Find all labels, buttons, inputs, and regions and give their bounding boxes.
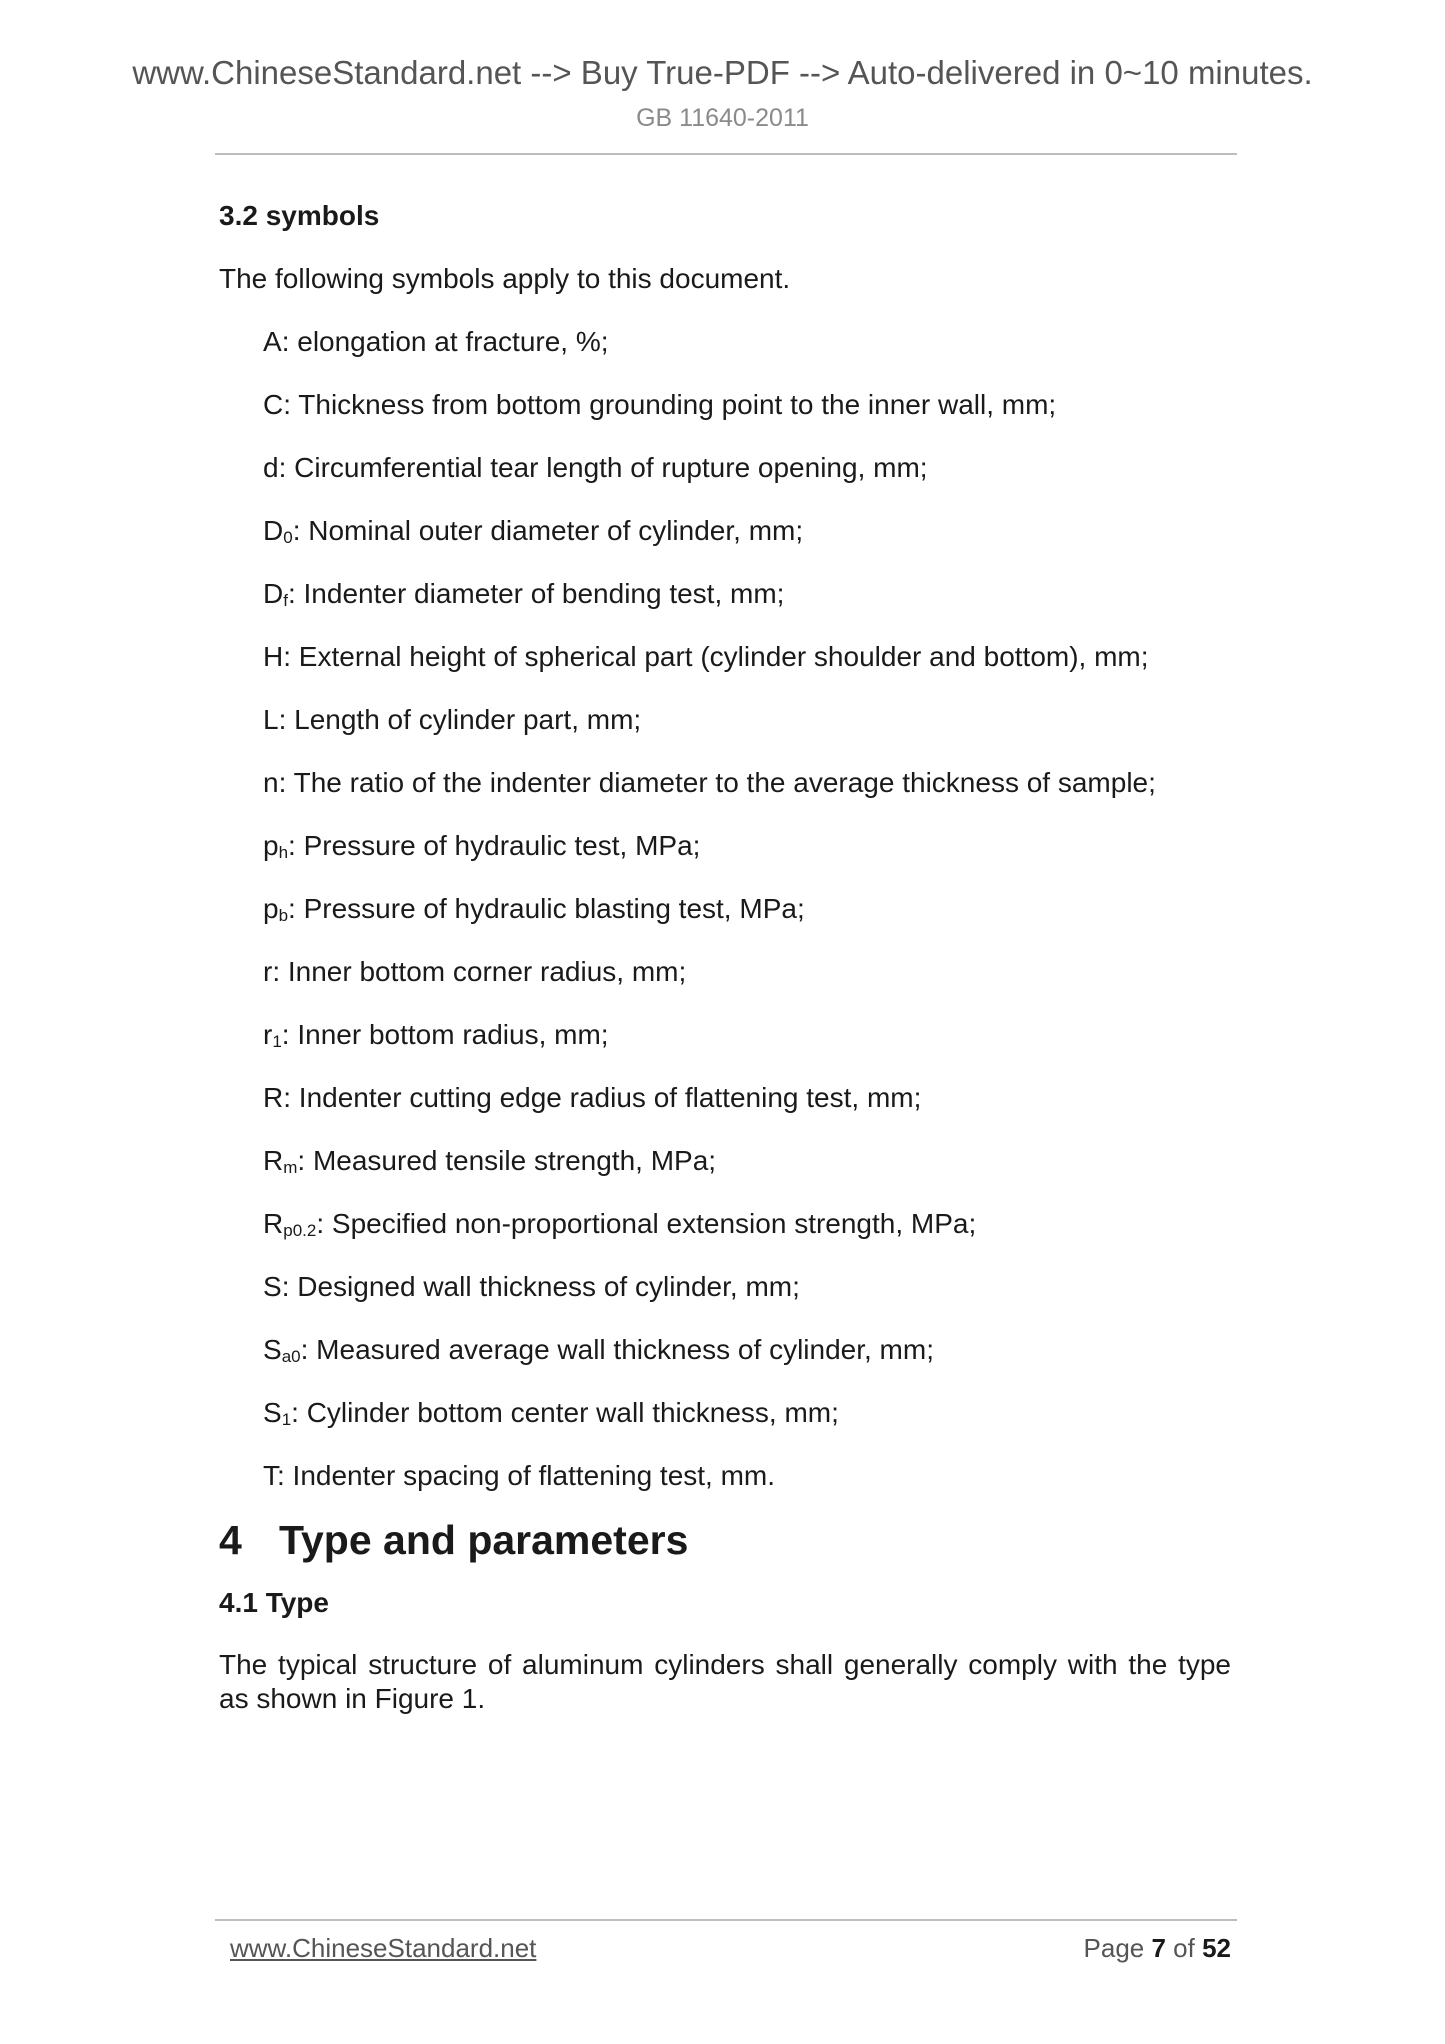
symbol-subscript: 1 bbox=[272, 1032, 282, 1051]
section-4-title: Type and parameters bbox=[279, 1517, 689, 1563]
standard-code: GB 11640-2011 bbox=[636, 104, 809, 132]
symbol-letter: R bbox=[263, 1082, 284, 1113]
symbol-item bbox=[219, 576, 1231, 639]
symbol-letter: d bbox=[263, 452, 279, 483]
symbol-description: : Length of cylinder part, mm; bbox=[278, 704, 642, 735]
symbol-letter: S bbox=[263, 1397, 282, 1428]
symbol-item bbox=[219, 639, 1231, 702]
symbol-description: : Pressure of hydraulic blasting test, MPa; bbox=[288, 893, 805, 924]
symbol-letter: L bbox=[263, 704, 279, 735]
page-prefix: Page bbox=[1083, 1933, 1152, 1963]
symbol-description: : Pressure of hydraulic test, MPa; bbox=[288, 830, 701, 861]
symbol-description: : Cylinder bottom center wall thickness, mm; bbox=[291, 1397, 839, 1428]
symbol-description: : Circumferential tear length of rupture opening, mm; bbox=[278, 452, 928, 483]
symbol-subscript: b bbox=[278, 906, 289, 925]
symbol-description: : The ratio of the indenter diameter to the average thickness of sample; bbox=[278, 767, 1156, 798]
symbol-description: : External height of spherical part (cylinder shoulder and bottom), mm; bbox=[283, 641, 1149, 672]
symbol-description: : Measured tensile strength, MPa; bbox=[297, 1145, 717, 1176]
section-4-1-text: The typical structure of aluminum cylinders shall generally comply with the type as shown in Figure 1. bbox=[219, 1649, 1231, 1714]
symbol-letter: r bbox=[263, 1019, 273, 1050]
symbol-subscript: p0.2 bbox=[283, 1221, 317, 1240]
page-number bbox=[1084, 1933, 1231, 1964]
symbol-description: : Indenter diameter of bending test, mm; bbox=[287, 578, 785, 609]
symbol-letter: r bbox=[263, 956, 273, 987]
section-3-2-title: 3.2 symbols bbox=[219, 200, 380, 231]
page-sep: of bbox=[1165, 1933, 1203, 1963]
symbol-subscript: 0 bbox=[283, 528, 293, 547]
symbol-letter: A bbox=[263, 326, 282, 357]
symbol-item bbox=[219, 324, 1231, 387]
symbol-subscript: h bbox=[278, 843, 289, 862]
symbol-item bbox=[219, 1269, 1231, 1332]
footer-site-link[interactable]: www.ChineseStandard.net bbox=[230, 1933, 537, 1963]
section-4-number: 4 bbox=[219, 1517, 242, 1563]
symbol-letter: p bbox=[263, 893, 279, 924]
page-current: 7 bbox=[1151, 1933, 1166, 1963]
symbol-description: : Indenter spacing of flattening test, mm. bbox=[277, 1460, 776, 1491]
symbol-letter: p bbox=[263, 830, 279, 861]
symbol-letter: R bbox=[263, 1208, 284, 1239]
symbol-description: : Designed wall thickness of cylinder, mm; bbox=[281, 1271, 800, 1302]
symbol-description: : Thickness from bottom grounding point to the inner wall, mm; bbox=[283, 389, 1057, 420]
footer bbox=[230, 1933, 1231, 1964]
symbol-letter: C bbox=[263, 389, 284, 420]
symbol-letter: H bbox=[263, 641, 284, 672]
symbol-item bbox=[219, 954, 1231, 1017]
symbol-item bbox=[219, 828, 1231, 891]
symbol-item bbox=[219, 1332, 1231, 1395]
symbol-subscript: a0 bbox=[281, 1347, 301, 1366]
symbol-letter: D bbox=[263, 578, 284, 609]
symbol-item bbox=[219, 1080, 1231, 1143]
symbol-letter: S bbox=[263, 1271, 282, 1302]
symbol-item bbox=[219, 1395, 1231, 1458]
page-total: 52 bbox=[1202, 1933, 1231, 1963]
symbol-item bbox=[219, 891, 1231, 954]
symbol-description: : Measured average wall thickness of cylinder, mm; bbox=[300, 1334, 934, 1365]
symbol-letter: D bbox=[263, 515, 284, 546]
symbol-letter: R bbox=[263, 1145, 284, 1176]
symbol-description: : Specified non-proportional extension strength, MPa; bbox=[316, 1208, 977, 1239]
symbol-description: : Indenter cutting edge radius of flattening test, mm; bbox=[283, 1082, 922, 1113]
symbol-item bbox=[219, 1143, 1231, 1206]
symbol-letter: S bbox=[263, 1334, 282, 1365]
symbol-item bbox=[219, 513, 1231, 576]
symbol-list bbox=[219, 324, 1231, 1521]
symbol-item bbox=[219, 1017, 1231, 1080]
symbol-subscript: f bbox=[283, 591, 288, 610]
header-divider bbox=[215, 153, 1237, 155]
header-banner: www.ChineseStandard.net --> Buy True-PDF --> Auto-delivered in 0~10 minutes. bbox=[132, 54, 1313, 91]
symbol-description: : elongation at fracture, %; bbox=[281, 326, 609, 357]
symbol-item bbox=[219, 450, 1231, 513]
symbol-item bbox=[219, 387, 1231, 450]
section-4-heading bbox=[219, 1515, 1231, 1565]
symbol-item bbox=[219, 1458, 1231, 1521]
symbol-item bbox=[219, 1206, 1231, 1269]
symbol-item bbox=[219, 702, 1231, 765]
symbol-letter: n bbox=[263, 767, 279, 798]
symbol-description: : Inner bottom radius, mm; bbox=[281, 1019, 609, 1050]
footer-divider bbox=[215, 1919, 1237, 1921]
symbol-item bbox=[219, 765, 1231, 828]
page-content bbox=[219, 198, 1231, 1716]
symbol-description: : Inner bottom corner radius, mm; bbox=[272, 956, 687, 987]
symbol-letter: T bbox=[263, 1460, 277, 1491]
symbol-description: : Nominal outer diameter of cylinder, mm; bbox=[292, 515, 804, 546]
section-4-1-title: 4.1 Type bbox=[219, 1587, 329, 1618]
section-3-2-intro: The following symbols apply to this document. bbox=[219, 263, 791, 294]
symbol-subscript: m bbox=[283, 1158, 298, 1177]
symbol-subscript: 1 bbox=[281, 1410, 292, 1429]
